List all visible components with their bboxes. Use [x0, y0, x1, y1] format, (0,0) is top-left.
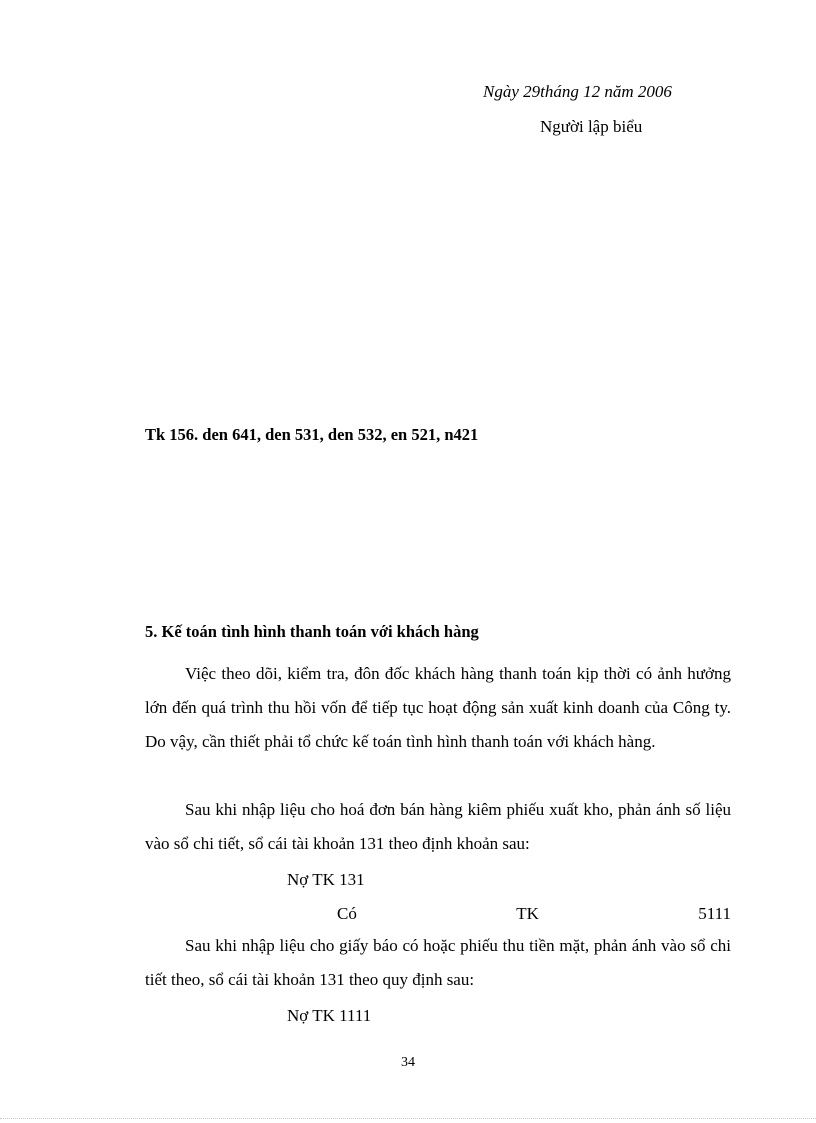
paragraph-customer-payment-tracking: Việc theo dõi, kiểm tra, đôn đốc khách hàng thanh toán kịp thời có ảnh hưởng lớn đến quá trình thu hồi vốn để tiếp tục hoạt động sản xuất kinh doanh của Công ty. Do vậy, cần thiết phải tổ chức kế toán tình hình thanh toán với khách hàng. [145, 664, 731, 751]
credit-tk-label: TK [516, 904, 539, 923]
credit-label: Có [337, 904, 357, 923]
journal-entry-debit-1111: Nợ TK 1111 [287, 1006, 372, 1025]
signature-date: Ngày 29tháng 12 năm 2006 [483, 82, 672, 101]
account-line: Tk 156. den 641, den 531, den 532, en 521, n421 [145, 425, 479, 444]
preparer-title: Người lập biểu [540, 117, 643, 136]
paragraph-invoice-entry: Sau khi nhập liệu cho hoá đơn bán hàng kiêm phiếu xuất kho, phản ánh số liệu vào sổ chi tiết, sổ cái tài khoản 131 theo định khoản sau: [145, 800, 731, 853]
page-edge-divider [0, 1118, 816, 1119]
section-title: 5. Kế toán tình hình thanh toán với khách hàng [145, 622, 479, 641]
page-number: 34 [401, 1055, 415, 1070]
credit-account-number: 5111 [698, 904, 731, 923]
paragraph-receipt-entry: Sau khi nhập liệu cho giấy báo có hoặc phiếu thu tiền mặt, phản ánh vào sổ chi tiết theo, sổ cái tài khoản 131 theo quy định sau: [145, 936, 731, 989]
journal-entry-debit-131: Nợ TK 131 [287, 870, 365, 889]
journal-entry-credit-row [337, 904, 731, 924]
